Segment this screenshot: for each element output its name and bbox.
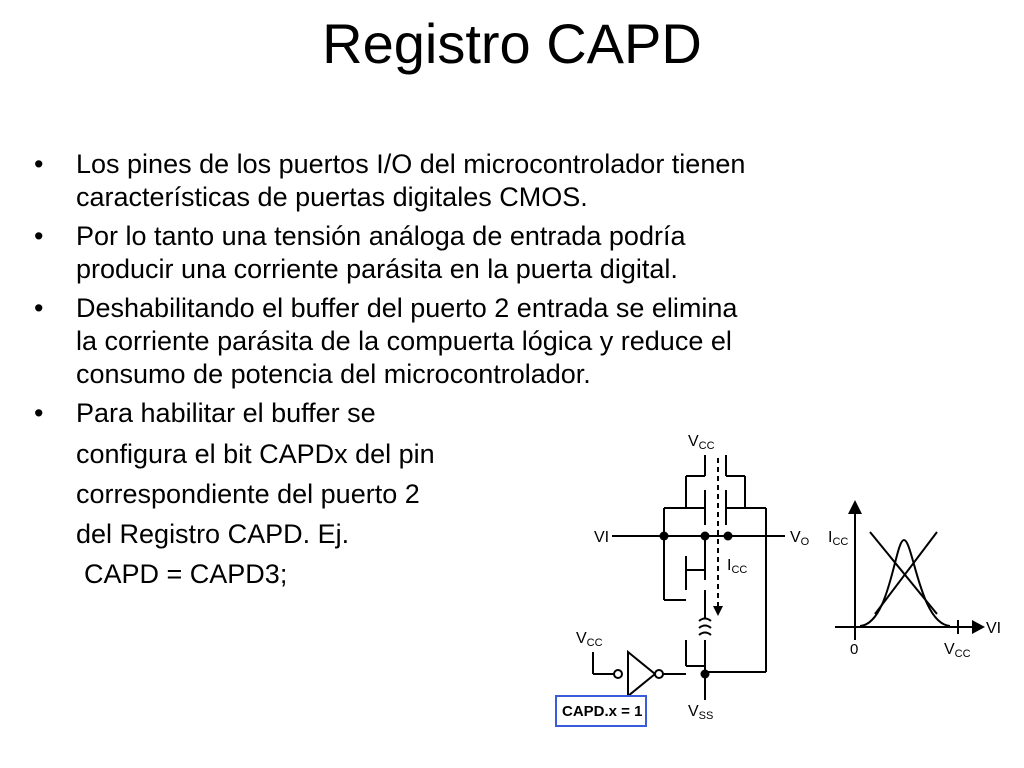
graph-vcc-tick-label: VCC xyxy=(944,641,971,660)
bullet-line: la corriente parásita de la compuerta lógica y reduce el xyxy=(76,326,732,356)
bullet-dot: • xyxy=(34,221,44,251)
graph-y-axis-label: ICC xyxy=(828,529,849,548)
bullet-dot: • xyxy=(34,149,44,179)
bullet-line: consumo de potencia del microcontrolador. xyxy=(76,359,591,389)
bullet-line: Los pines de los puertos I/O del microcontrolador tienen xyxy=(76,149,746,179)
bullet-dot: • xyxy=(34,398,44,428)
vss-label: VSS xyxy=(688,703,714,722)
vcc-top-label: VCC xyxy=(688,433,715,452)
icc-label: ICC xyxy=(727,557,748,576)
current-arrow-icon xyxy=(713,606,723,616)
bullet-line: características de puertas digitales CMOS. xyxy=(76,182,588,212)
vcc-inverter-label: VCC xyxy=(576,630,603,649)
bullet-line: Por lo tanto una tensión análoga de entrada podría xyxy=(76,221,686,251)
capd-box-label: CAPD.x = 1 xyxy=(562,703,643,720)
icc-graph xyxy=(835,512,980,640)
graph-origin-label: 0 xyxy=(850,641,859,658)
code-example: CAPD = CAPD3; xyxy=(84,559,288,589)
continuation-line: del Registro CAPD. Ej. xyxy=(76,519,350,549)
vo-label: VO xyxy=(790,529,810,548)
bullet-line: producir una corriente parásita en la puerta digital. xyxy=(76,254,678,284)
y-axis-arrow-icon xyxy=(848,500,862,514)
bullet-line: Para habilitar el buffer se xyxy=(76,398,376,428)
vi-label: VI xyxy=(594,529,610,546)
slide-title: Registro CAPD xyxy=(322,12,702,75)
graph-x-axis-label: VI xyxy=(986,620,1002,637)
continuation-line: configura el bit CAPDx del pin xyxy=(76,439,435,469)
cmos-circuit xyxy=(593,455,785,700)
bullet-line: Deshabilitando el buffer del puerto 2 entrada se elimina xyxy=(76,293,738,323)
x-axis-arrow-icon xyxy=(972,620,985,634)
bullet-dot: • xyxy=(34,293,44,323)
continuation-line: correspondiente del puerto 2 xyxy=(76,479,420,509)
junction-dots xyxy=(660,532,733,679)
